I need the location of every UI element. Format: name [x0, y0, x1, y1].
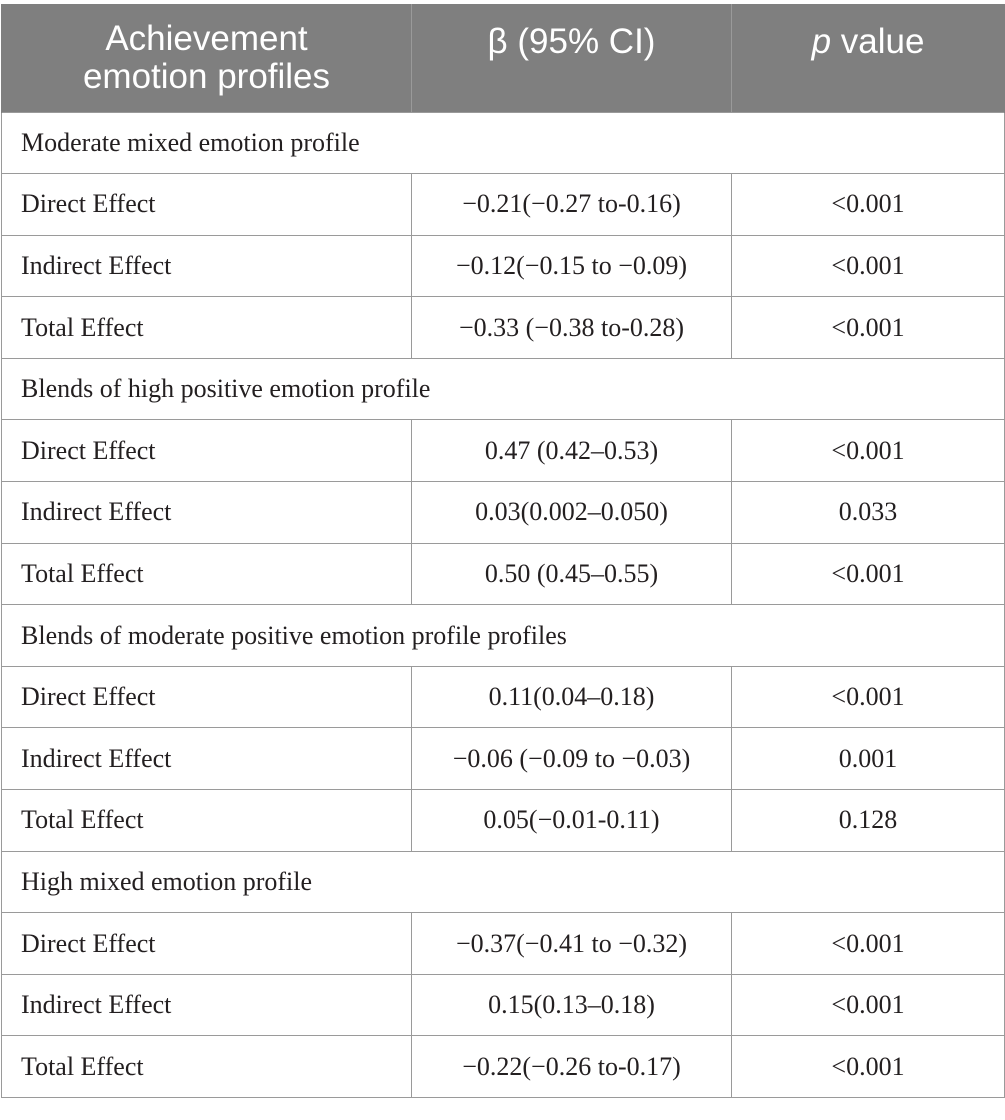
section-row — [2, 851, 1005, 913]
table-row — [2, 974, 1005, 1036]
table-row — [2, 790, 1005, 852]
p-value-cell: <0.001 — [732, 235, 1005, 297]
beta-cell: −0.12(−0.15 to −0.09) — [412, 235, 732, 297]
header-p-italic: p — [811, 21, 832, 61]
section-row — [2, 605, 1005, 667]
beta-cell: 0.11(0.04–0.18) — [412, 666, 732, 728]
section-title: Blends of high positive emotion profile — [2, 358, 1005, 420]
p-value-cell: 0.001 — [732, 728, 1005, 790]
p-value-cell: 0.128 — [732, 790, 1005, 852]
header-row — [2, 4, 1005, 112]
section-row — [2, 112, 1005, 174]
table-row — [2, 666, 1005, 728]
effect-cell: Total Effect — [2, 543, 412, 605]
section-title: Moderate mixed emotion profile — [2, 112, 1005, 174]
table-row — [2, 297, 1005, 359]
effect-cell: Indirect Effect — [2, 235, 412, 297]
p-value-cell: <0.001 — [732, 297, 1005, 359]
effect-cell: Indirect Effect — [2, 482, 412, 544]
effect-cell: Total Effect — [2, 297, 412, 359]
p-value-cell: <0.001 — [732, 543, 1005, 605]
effect-cell: Indirect Effect — [2, 728, 412, 790]
header-p-value-label — [812, 23, 925, 61]
results-table — [1, 4, 1005, 1098]
p-value-cell: <0.001 — [732, 1036, 1005, 1098]
table-row — [2, 728, 1005, 790]
effect-cell: Direct Effect — [2, 913, 412, 975]
p-value-cell: 0.033 — [732, 482, 1005, 544]
table-row — [2, 482, 1005, 544]
section-row — [2, 358, 1005, 420]
table-row — [2, 235, 1005, 297]
beta-cell: 0.47 (0.42–0.53) — [412, 420, 732, 482]
p-value-cell: <0.001 — [732, 420, 1005, 482]
beta-cell: −0.33 (−0.38 to-0.28) — [412, 297, 732, 359]
beta-cell: 0.50 (0.45–0.55) — [412, 543, 732, 605]
header-beta-label: β (95% CI) — [487, 21, 656, 61]
beta-cell: 0.15(0.13–0.18) — [412, 974, 732, 1036]
header-beta — [412, 4, 732, 112]
effect-cell: Total Effect — [2, 790, 412, 852]
table-row — [2, 543, 1005, 605]
beta-cell: 0.03(0.002–0.050) — [412, 482, 732, 544]
effect-cell: Direct Effect — [2, 666, 412, 728]
table-row — [2, 420, 1005, 482]
beta-cell: −0.06 (−0.09 to −0.03) — [412, 728, 732, 790]
header-p-rest: value — [831, 21, 925, 61]
section-title: High mixed emotion profile — [2, 851, 1005, 913]
header-profiles-label: Achievement emotion profiles — [82, 18, 331, 96]
table-header — [2, 4, 1005, 112]
table-body — [2, 112, 1005, 1098]
table-row — [2, 174, 1005, 236]
effect-cell: Total Effect — [2, 1036, 412, 1098]
p-value-cell: <0.001 — [732, 174, 1005, 236]
beta-cell: −0.22(−0.26 to-0.17) — [412, 1036, 732, 1098]
header-p-value — [732, 4, 1005, 112]
p-value-cell: <0.001 — [732, 913, 1005, 975]
p-value-cell: <0.001 — [732, 974, 1005, 1036]
p-value-cell: <0.001 — [732, 666, 1005, 728]
header-profiles — [2, 4, 412, 112]
effect-cell: Direct Effect — [2, 420, 412, 482]
effect-cell: Direct Effect — [2, 174, 412, 236]
section-title: Blends of moderate positive emotion profile profiles — [2, 605, 1005, 667]
table-row — [2, 1036, 1005, 1098]
beta-cell: −0.37(−0.41 to −0.32) — [412, 913, 732, 975]
beta-cell: −0.21(−0.27 to-0.16) — [412, 174, 732, 236]
effect-cell: Indirect Effect — [2, 974, 412, 1036]
beta-cell: 0.05(−0.01-0.11) — [412, 790, 732, 852]
table-row — [2, 913, 1005, 975]
